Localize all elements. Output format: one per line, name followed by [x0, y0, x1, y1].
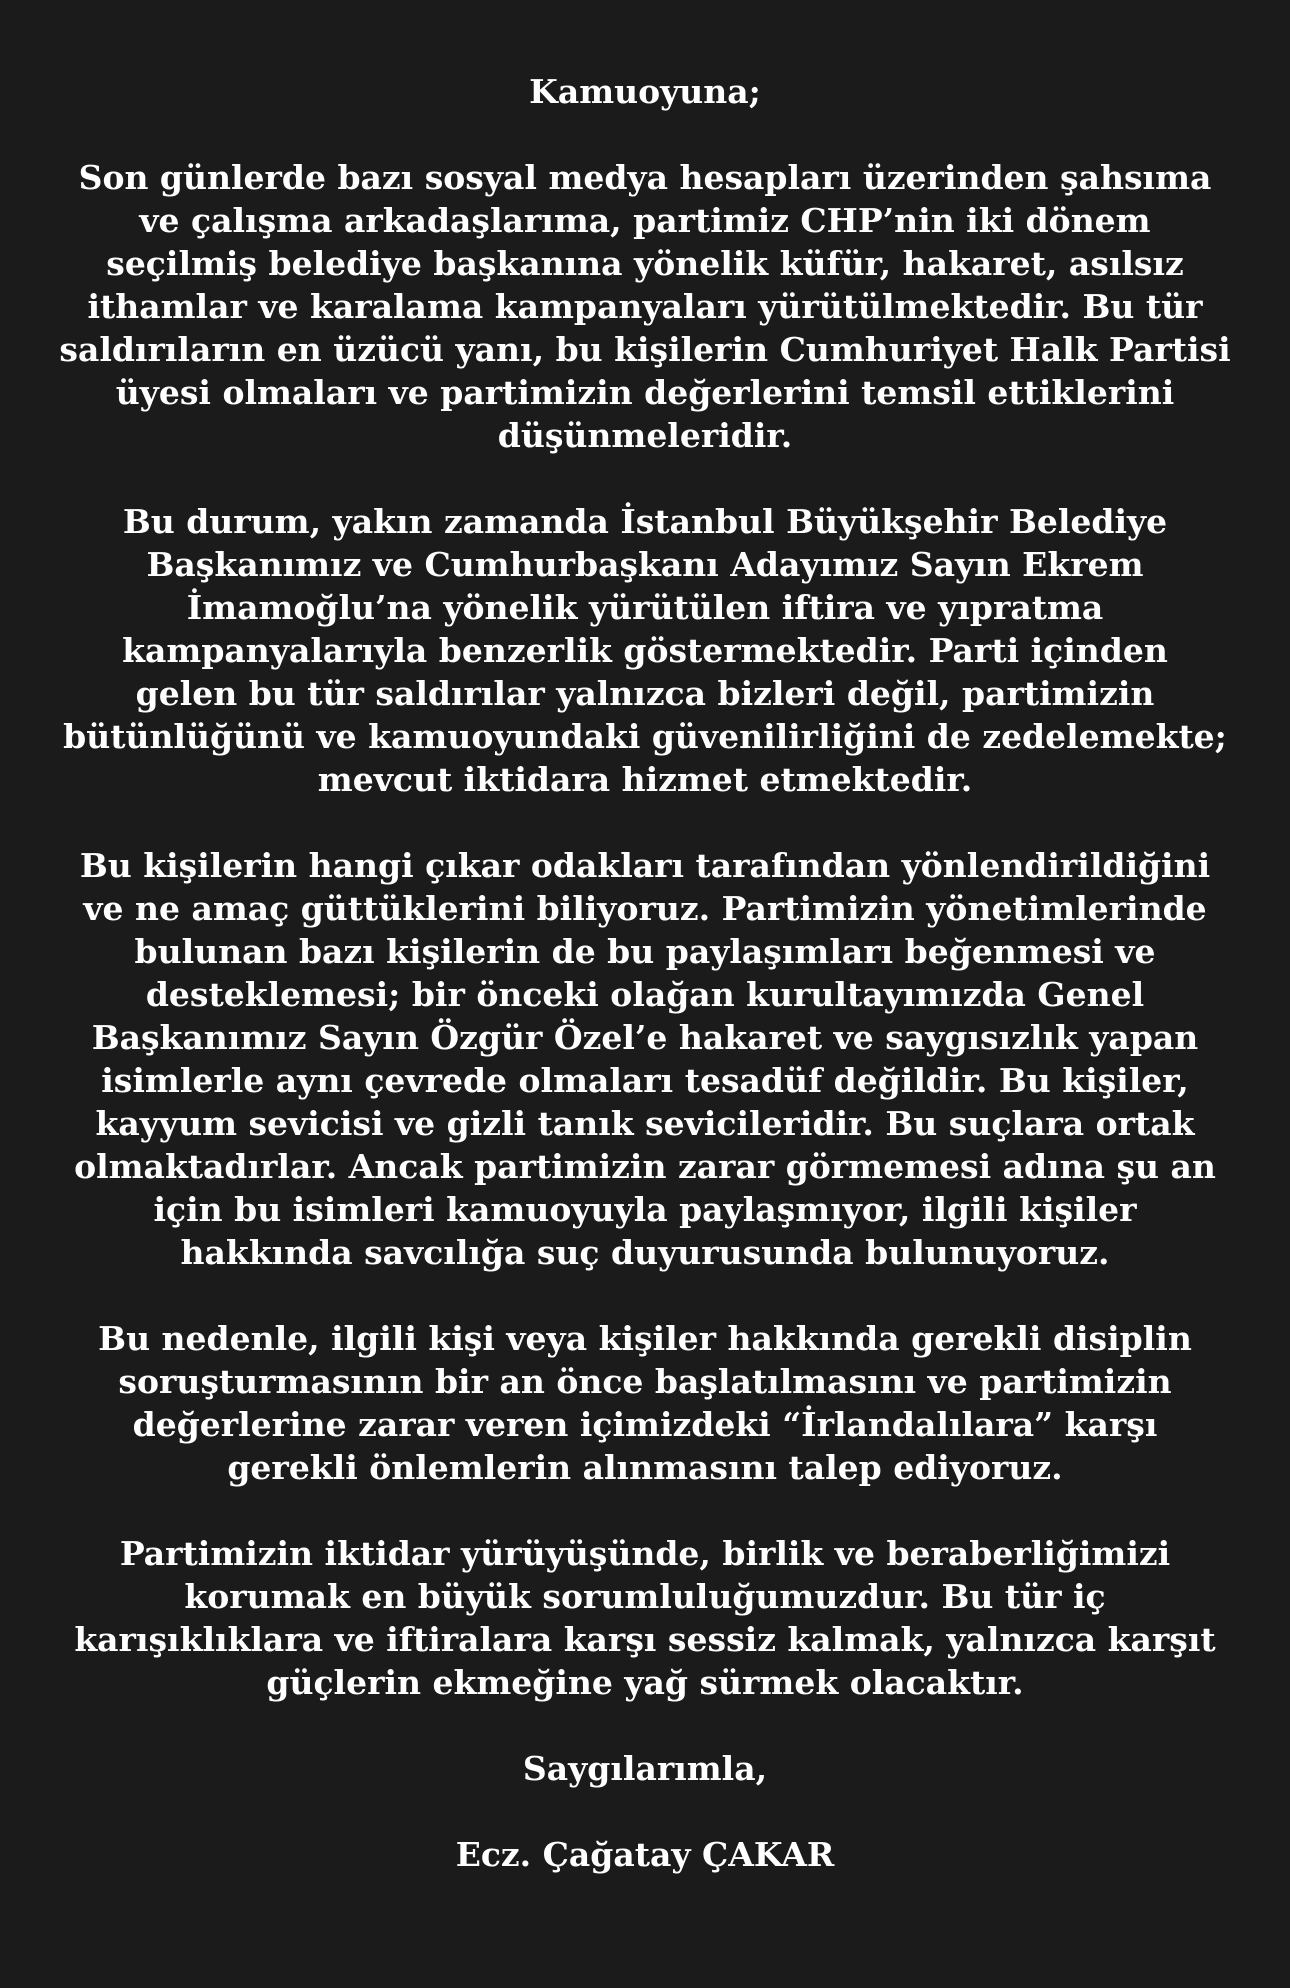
paragraph-line: desteklemesi; bir önceki olağan kurultayımızda Genel	[145, 975, 1145, 1014]
paragraph-line: olmaktadırlar. Ancak partimizin zarar görmemesi adına şu an	[74, 1147, 1216, 1186]
paragraph-line: ithamlar ve karalama kampanyaları yürütülmektedir. Bu tür	[87, 287, 1203, 326]
greeting: Kamuoyuna;	[529, 72, 761, 111]
signature: Ecz. Çağatay ÇAKAR	[455, 1835, 835, 1874]
paragraph	[58, 1532, 1232, 1704]
paragraph	[58, 844, 1232, 1274]
paragraph-line: kampanyalarıyla benzerlik göstermektedir. Parti içinden	[122, 631, 1168, 670]
paragraph-line: korumak en büyük sorumluluğumuzdur. Bu tür iç	[184, 1577, 1106, 1616]
paragraph-line: güçlerin ekmeğine yağ sürmek olacaktır.	[266, 1663, 1024, 1702]
statement-body	[58, 156, 1232, 1704]
paragraph-line: Partimizin iktidar yürüyüşünde, birlik ve beraberliğimizi	[119, 1534, 1171, 1573]
paragraph-line: soruşturmasının bir an önce başlatılmasını ve partimizin	[118, 1362, 1172, 1401]
paragraph-line: mevcut iktidara hizmet etmektedir.	[317, 760, 973, 799]
paragraph-line: Bu nedenle, ilgili kişi veya kişiler hakkında gerekli disiplin	[98, 1319, 1192, 1358]
paragraph-line: kayyum sevicisi ve gizli tanık sevicileridir. Bu suçlara ortak	[95, 1104, 1195, 1143]
paragraph-line: gelen bu tür saldırılar yalnızca bizleri değil, partimizin	[135, 674, 1155, 713]
paragraph-line: seçilmiş belediye başkanına yönelik küfür, hakaret, asılsız	[106, 244, 1184, 283]
paragraph	[58, 1317, 1232, 1489]
paragraph-line: bulunan bazı kişilerin de bu paylaşımları beğenmesi ve	[134, 932, 1156, 971]
paragraph-line: için bu isimleri kamuoyuyla paylaşmıyor, ilgili kişiler	[153, 1190, 1137, 1229]
paragraph-line: isimlerle aynı çevrede olmaları tesadüf değildir. Bu kişiler,	[101, 1061, 1189, 1100]
paragraph	[58, 500, 1232, 801]
paragraph-line: Başkanımız ve Cumhurbaşkanı Adayımız Sayın Ekrem	[146, 545, 1144, 584]
paragraph-line: Bu kişilerin hangi çıkar odakları tarafından yönlendirildiğini	[79, 846, 1211, 885]
paragraph-line: saldırıların en üzücü yanı, bu kişilerin Cumhuriyet Halk Partisi	[59, 330, 1231, 369]
paragraph-line: düşünmeleridir.	[497, 416, 793, 455]
paragraph	[58, 156, 1232, 457]
paragraph-line: ve ne amaç güttüklerini biliyoruz. Partimizin yönetimlerinde	[83, 889, 1207, 928]
paragraph-line: İmamoğlu’na yönelik yürütülen iftira ve yıpratma	[186, 588, 1104, 627]
paragraph-line: değerlerine zarar veren içimizdeki “İrlandalılara” karşı	[132, 1405, 1158, 1444]
paragraph-line: karışıklıklara ve iftiralara karşı sessiz kalmak, yalnızca karşıt	[74, 1620, 1216, 1659]
paragraph-line: gerekli önlemlerin alınmasını talep ediyoruz.	[227, 1448, 1063, 1487]
closing: Saygılarımla,	[522, 1749, 768, 1788]
paragraph-line: hakkında savcılığa suç duyurusunda bulunuyoruz.	[180, 1233, 1110, 1272]
paragraph-line: Başkanımız Sayın Özgür Özel’e hakaret ve saygısızlık yapan	[91, 1018, 1199, 1057]
paragraph-line: Bu durum, yakın zamanda İstanbul Büyükşehir Belediye	[122, 502, 1168, 541]
paragraph-line: üyesi olmaları ve partimizin değerlerini temsil ettiklerini	[115, 373, 1175, 412]
paragraph-line: Son günlerde bazı sosyal medya hesapları üzerinden şahsıma	[78, 158, 1212, 197]
paragraph-line: bütünlüğünü ve kamuoyundaki güvenilirliğini de zedelemekte;	[63, 717, 1227, 756]
paragraph-line: ve çalışma arkadaşlarıma, partimiz CHP’nin iki dönem	[139, 201, 1151, 240]
